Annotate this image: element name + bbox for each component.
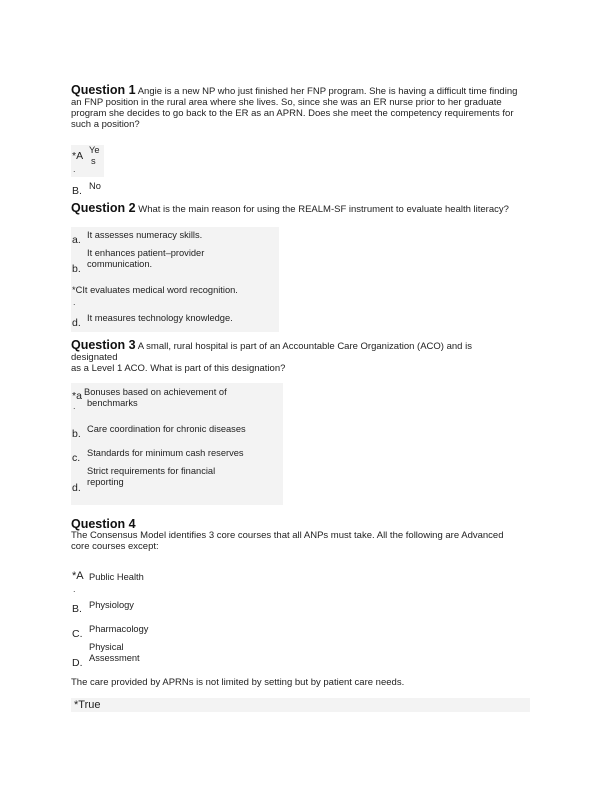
question-3-option-a[interactable]: Bonuses based on achievement of benchmarks (84, 387, 227, 408)
bullet-dot: . (73, 297, 76, 307)
question-1-option-b[interactable]: No (89, 181, 101, 191)
question-3-stem: Question 3 A small, rural hospital is part of an Accountable Care Organization (ACO) and is designated as a Level 1 ACO. What is part of this designation? (71, 338, 472, 374)
question-4-title: Question 4 (71, 517, 136, 531)
question-3-option-d[interactable]: Strict requirements for financial reporting (87, 466, 216, 487)
question-1-stem: Question 1 Angie is a new NP who just finished her FNP program. She is having a difficult time finding an FNP position in the rural area where she lives. So, since she was an ER nurse prior to her graduate program she decides to go back to the ER as an APRN. Does she meet the competency requirements for such a position? (71, 83, 518, 130)
option-letter: a. (72, 234, 81, 246)
option-letter: C. (72, 628, 83, 640)
question-1-option-b-letter: B. (72, 185, 82, 197)
question-5-answer: *True (74, 699, 101, 711)
question-3-option-c[interactable]: Standards for minimum cash reserves (87, 448, 244, 458)
question-4-option-a[interactable]: Public Health (89, 572, 144, 582)
question-1-title: Question 1 (71, 83, 136, 97)
option-text: s (91, 156, 96, 166)
bullet-dot: . (73, 164, 76, 174)
question-2-stem: Question 2 What is the main reason for using the REALM-SF instrument to evaluate health literacy? (71, 201, 509, 215)
option-letter: D. (72, 657, 83, 669)
option-text: Ye (89, 145, 100, 155)
option-letter: *A (72, 150, 84, 162)
bullet-dot: . (73, 401, 76, 411)
question-5-answer-row[interactable] (71, 698, 530, 712)
option-letter: d. (72, 317, 81, 329)
option-letter: b. (72, 428, 81, 440)
option-letter: *A (72, 570, 84, 582)
question-4-option-b[interactable]: Physiology (89, 600, 134, 610)
question-2-option-a[interactable]: It assesses numeracy skills. (87, 230, 203, 240)
bullet-dot: . (73, 584, 76, 594)
question-2-option-d[interactable]: It measures technology knowledge. (87, 313, 233, 323)
question-2-option-c[interactable]: *CIt evaluates medical word recognition. (72, 285, 238, 295)
question-3-option-b[interactable]: Care coordination for chronic diseases (87, 424, 246, 434)
option-letter: c. (72, 452, 81, 464)
question-5-stem: The care provided by APRNs is not limited by setting but by patient care needs. (71, 677, 405, 688)
option-letter: d. (72, 482, 81, 494)
option-letter: b. (72, 263, 81, 275)
question-3-title: Question 3 (71, 338, 136, 352)
option-letter: B. (72, 603, 82, 615)
question-2-option-b[interactable]: It enhances patient–provider communication. (87, 248, 205, 269)
option-letter: *a (72, 390, 82, 402)
question-4-option-c[interactable]: Pharmacology (89, 624, 149, 634)
question-4-option-d[interactable]: Physical Assessment (89, 642, 140, 663)
question-4-stem: Question 4 The Consensus Model identifies 3 core courses that all ANPs must take. All the following are Advanced core courses except: (71, 519, 551, 552)
question-2-title: Question 2 (71, 201, 136, 215)
